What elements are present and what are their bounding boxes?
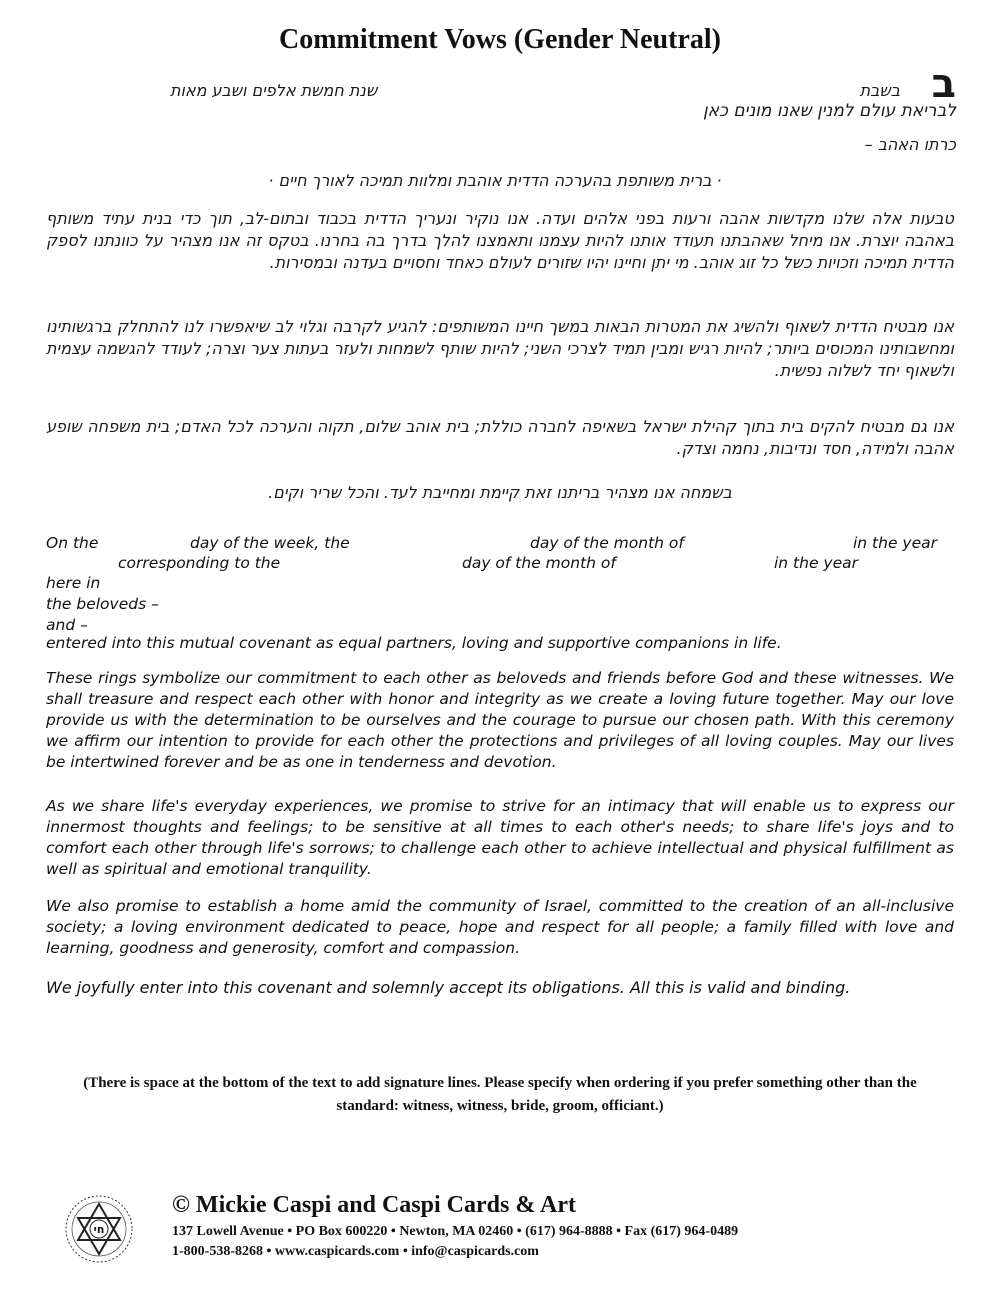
entered-covenant-line: entered into this mutual covenant as equal partners, loving and supportive companions in life. <box>46 634 782 652</box>
hebrew-day-line: בשבת <box>859 81 900 100</box>
footer-contact: 1-800-538-8268 • www.caspicards.com • info@caspicards.com <box>172 1244 539 1259</box>
english-paragraph-1: These rings symbolize our commitment to each other as beloveds and friends before God and these witnesses. We shall treasure and respect each other with honor and integrity as we create a loving future together. May our love provide us with the determination to be ourselves and the courage to pursue our chosen path. With this ceremony we affirm our intention to provide for each other the protections and privileges of all loving couples. May our lives be intertwined forever and be as one in tenderness and devotion. <box>46 669 954 771</box>
english-closing-line: We joyfully enter into this covenant and solemnly accept its obligations. All this is valid and binding. <box>46 978 851 997</box>
hebrew-paragraph-1: טבעות אלה שלנו מקדשות אהבה ורעות בפני אלהים ועדה. אנו נוקיר ונעריך הדדית בכבוד ובתום-לב, תוך כדי בנית עתיד משותף באהבה יוצרת. אנו מיחל שאהבתנו תעודד אותנו להיות עצמנו ותאמצנו להלך בדרך בה בחרנו. בטקס זה אנו מצהיר על כוונתנו לספק הדדית תמיכה וזכויות כשל כל זוג אוהב. מי יתן וחיינו יהיו שזורים לעולם כאחד וחסויים בעדנה ובמסירות. <box>46 209 954 272</box>
on-the-label: On the <box>46 534 99 552</box>
english-paragraph-3: We also promise to establish a home amid the community of Israel, committed to the creation of an all-inclusive society; a loving environment dedicated to peace, hope and respect for all people; a family filled with love and learning, goodness and generosity, comfort and compassion. <box>46 897 954 957</box>
hebrew-initial-letter: ב <box>931 61 956 107</box>
hebrew-closing-line: בשמחה אנו מצהיר בריתנו זאת קיימת ומחייבת לעד. והכל שריר וקים. <box>268 483 732 502</box>
in-the-year-2-label: in the year <box>774 554 859 572</box>
english-paragraph-2: As we share life's everyday experiences, we promise to strive for an intimacy that will enable us to express our innermost thoughts and feelings; to be sensitive at all times to each other's needs; to share life's joys and to comfort each other through life's sorrows; to challenge each other to achieve intellectual and physical fulfillment as well as spiritual and emotional tranquility. <box>46 797 954 878</box>
copyright-title: © Mickie Caspi and Caspi Cards & Art <box>172 1192 576 1218</box>
hebrew-covenant-line: · ברית משותפת בהערכה הדדית אוהבת ומלוות תמיכה לאורך חיים · <box>268 171 722 190</box>
footer-address: 137 Lowell Avenue • PO Box 600220 • Newton, MA 02460 • (617) 964-8888 • Fax (617) 964-0489 <box>172 1224 739 1239</box>
day-of-week-label: day of the week, the <box>190 534 350 552</box>
star-of-david-seal-icon <box>64 1194 134 1264</box>
day-of-month-2-label: day of the month of <box>462 554 616 572</box>
hebrew-creation-line: לבריאת עולם למנין שאנו מונים כאן <box>702 101 956 121</box>
logo-hebrew-text: חי <box>93 1223 105 1236</box>
ordering-note: (There is space at the bottom of the text to add signature lines. Please specify when ordering if you prefer something other than the standard: witness, witness, bride, groom, officiant.) <box>83 1075 917 1114</box>
hebrew-paragraph-2: אנו מבטיח הדדית לשאוף ולהשיג את המטרות הבאות במשך חיינו המשותפים: להגיע לקרבה וגלוי לב שיאפשרו לנו להתחלק ברגשותינו ומחשבותינו המכוסים ביותר; להיות רגיש ומבין תמיד לצרכי השני; להיות שותף לשמחות ולעזר בעתות צער וצרה; לעודד להגשמה עצמית ולשאוף יחד לשלוה נפשית. <box>46 317 954 380</box>
day-of-month-label: day of the month of <box>530 534 684 552</box>
corresponding-label: corresponding to the <box>118 554 281 572</box>
hebrew-year-line: שנת חמשת אלפים ושבע מאות <box>170 81 378 100</box>
page-title: Commitment Vows (Gender Neutral) <box>279 24 721 55</box>
in-the-year-label: in the year <box>853 534 938 552</box>
and-label: and – <box>46 616 88 634</box>
hebrew-paragraph-3: אנו גם מבטיח להקים בית בתוך קהילת ישראל בשאיפה לחברה כוללת; בית אוהב שלום, תקוה והערכה לכל האדם; בית משפחה שופע אהבה ולמידה, חסד ונדיבות, נחמה וצדק. <box>46 417 954 458</box>
beloveds-label: the beloveds – <box>46 595 159 613</box>
hebrew-beloveds-line: כרתו האהב – <box>864 135 956 154</box>
here-in-label: here in <box>46 574 101 592</box>
